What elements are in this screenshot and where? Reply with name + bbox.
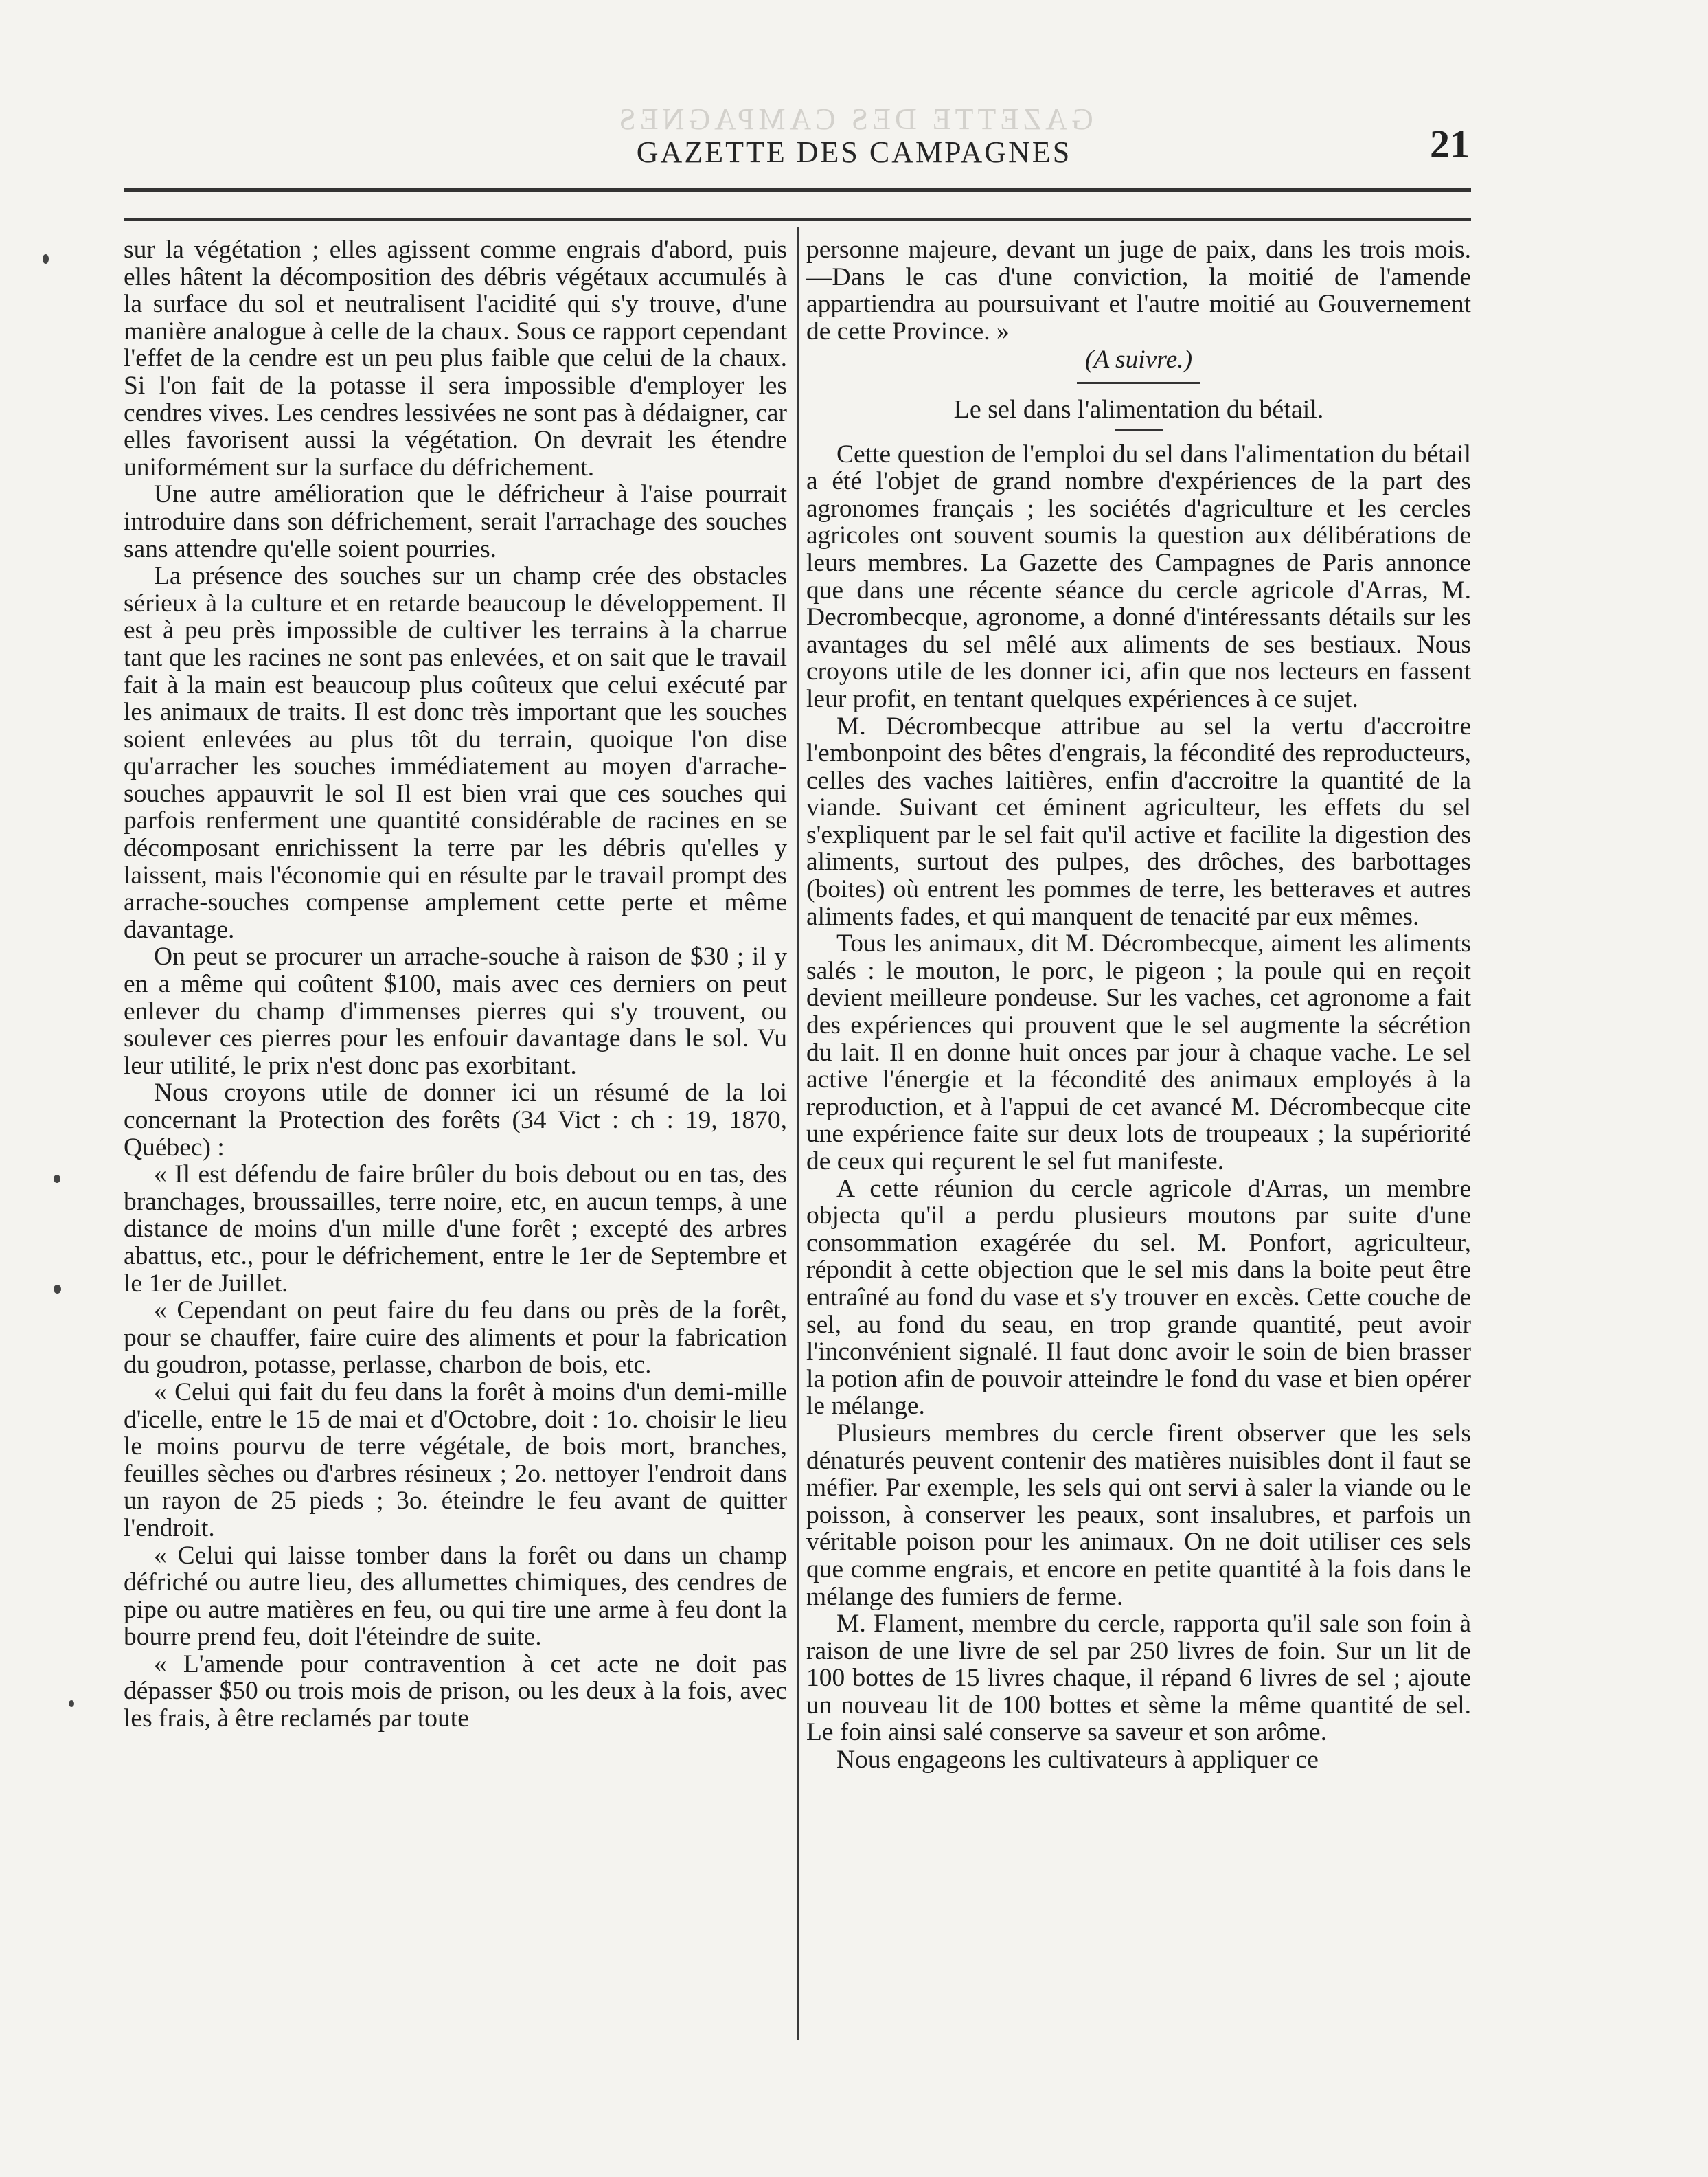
ink-speck xyxy=(54,1175,60,1183)
right-paragraph: M. Décrombecque attribue au sel la vertu d'accroitre l'embonpoint des bêtes d'engrais, la fécondité des reproducteurs, celles des vaches laitières, enfin d'accroitre la quantité de la viande. Suivant cet éminent agriculteur, les effets du sel s'expliquent par le sel fait qu'il active et facilite la digestion des aliments, surtout des pulpes, des drôches, des barbottages (boites) où entrent les pommes de terre, les betteraves et autres aliments fades, et qui manquent de tenacité par eux mêmes. xyxy=(806,712,1471,931)
header-rule-top xyxy=(124,188,1471,192)
right-paragraph: M. Flament, membre du cercle, rapporta qu'il sale son foin à raison de une livre de sel par 250 livres de foin. Sur un lit de 100 bottes de 15 livres chaque, il répand 6 livres de sel ; ajoute un nouveau lit de 100 bottes et sème la même quantité de sel. Le foin ainsi salé conserve sa saveur et son arôme. xyxy=(806,1610,1471,1747)
to-be-continued: (A suivre.) xyxy=(1084,346,1193,374)
column-divider xyxy=(797,227,799,2040)
right-paragraph: Plusieurs membres du cercle firent observer que les sels dénaturés peuvent contenir des matières nuisibles dont il faut se méfier. Par exemple, les sels qui ont servi à saler la viande ou le poisson, à conserver les peaux, sont insalubres, et parfois un véritable poison pour les animaux. On ne doit utiliser ces sels que comme engrais, et encore en petite quantité à la fois dans le mélange des fumiers de ferme. xyxy=(806,1419,1471,1611)
left-paragraph: « Celui qui fait du feu dans la forêt à moins d'un demi-mille d'icelle, entre le 15 de mai et d'Octobre, doit : 1o. choisir le lieu le moins pourvu de terre végétale, de bois mort, branches, feuilles sèches ou d'arbres résineux ; 2o. nettoyer l'endroit dans un rayon de 25 pieds ; 3o. éteindre le feu avant de quitter l'endroit. xyxy=(124,1377,787,1542)
right-paragraph: Nous engageons les cultivateurs à appliquer ce xyxy=(836,1746,1319,1774)
left-paragraph: « Cependant on peut faire du feu dans ou près de la forêt, pour se chauffer, faire cuire des aliments et pour la fabrication du goudron, potasse, perlasse, charbon de bois, etc. xyxy=(124,1296,787,1379)
left-paragraph: « L'amende pour contravention à cet acte ne doit pas dépasser $50 ou trois mois de prison, ou les deux à la fois, avec les frais, à être reclamés par toute xyxy=(124,1649,787,1733)
bleed-through-title: GAZETTE DES CAMPAGNES xyxy=(615,102,1093,136)
right-paragraph: A cette réunion du cercle agricole d'Arras, un membre objecta qu'il a perdu plusieurs moutons par suite d'une consommation exagérée du sel. M. Ponfort, agriculteur, répondit à cette objection que le sel mis dans la boite peut être entraîné au fond du vase et s'y trouver en excès. Cette couche de sel, au fond du seau, en trop grande quantité, peut avoir l'inconvénient signalé. Il faut donc avoir le soin de bien brasser la potion afin de pouvoir atteindre le fond du vase et bien opérer le mélange. xyxy=(806,1174,1471,1421)
left-paragraph: sur la végétation ; elles agissent comme engrais d'abord, puis elles hâtent la décomposition des débris végétaux accumulés à la surface du sol et neutralisent l'acidité qui s'y trouve, d'une manière analogue à celle de la chaux. Sous ce rapport cependant l'effet de la cendre est un peu plus faible que celui de la chaux. Si l'on fait de la potasse il sera impossible d'employer les cendres vives. Les cendres lessivées ne sont pas à dédaigner, car elles favorisent aussi la végétation. On devrait les étendre uniformément sur la surface du défrichement. xyxy=(124,236,787,482)
right-paragraph: Cette question de l'emploi du sel dans l'alimentation du bétail a été l'objet de grand nombre d'expériences de la part des agronomes français ; les sociétés d'agriculture et les cercles agricoles ont souvent soumis la question aux délibérations de leurs membres. La Gazette des Campagnes de Paris annonce que dans une récente séance du cercle agricole d'Arras, M. Decrombecque, agronome, a donné d'intéressants détails sur les avantages du sel mêlé aux aliments de ses bestiaux. Nous croyons utile de les donner ici, afin que nos lecteurs en fassent leur profit, en tentant quelques expériences à ce sujet. xyxy=(806,440,1471,713)
left-paragraph: « Il est défendu de faire brûler du bois debout ou en tas, des branchages, broussailles, terre noire, etc, en aucun temps, à une distance de moins d'un mille d'une forêt ; excepté des arbres abattus, etc., pour le défrichement, entre le 1er de Septembre et le 1er de Juillet. xyxy=(124,1160,787,1298)
left-paragraph: Nous croyons utile de donner ici un résumé de la loi concernant la Protection des forêts (34 Vict : ch : 19, 1870, Québec) : xyxy=(124,1079,787,1162)
right-paragraph: Tous les animaux, dit M. Décrombecque, aiment les aliments salés : le mouton, le porc, le pigeon ; la poule qui en reçoit devient meilleure pondeuse. Sur les vaches, cet agronome a fait des expériences qui prouvent que le sel augmente la sécrétion du lait. Il en donne huit onces par jour à chaque vache. Le sel active l'énergie et la fécondité des animaux employés à la reproduction, et à l'appui de cet avancé M. Décrombecque cite une expérience faite sur deux lots de troupeaux ; la supériorité de ceux qui reçurent le sel fut manifeste. xyxy=(806,929,1471,1175)
right-column xyxy=(806,236,1471,2036)
continued-text: personne majeure, devant un juge de paix, dans les trois mois. —Dans le cas d'une conviction, la moitié de l'amende appartiendra au poursuivant et l'autre moitié au Gouvernement de cette Province. » xyxy=(806,236,1471,346)
left-paragraph: On peut se procurer un arrache-souche à raison de $30 ; il y en a même qui coûtent $100, mais avec ces derniers on peut enlever du champ d'immenses pierres qui s'y trouvent, ou soulever ces pierres pour les enfouir davantage dans le sol. Vu leur utilité, le prix n'est donc pas exorbitant. xyxy=(124,943,787,1080)
ink-speck xyxy=(69,1700,74,1707)
section-separator xyxy=(1077,382,1200,384)
left-column xyxy=(124,236,787,2036)
article-title: Le sel dans l'alimentation du bétail. xyxy=(953,394,1324,424)
ink-speck xyxy=(43,254,49,264)
left-paragraph: La présence des souches sur un champ crée des obstacles sérieux à la culture et en retarde beaucoup le développement. Il est à peu près impossible de cultiver les terrains à la charrue tant que les racines ne sont pas enlevées, et on sait que le travail fait à la main est beaucoup plus coûteux que celui exécuté par les animaux de traits. Il est donc très important que les souches soient enlevées au plus tôt du terrain, quoique l'on dise qu'arracher les souches immédiatement au moyen d'arrache-souches appauvrit le sol Il est bien vrai que ces souches qui parfois renferment une quantité considérable de racines en se décomposant enrichissent la terre par les débris qu'elles y laissent, mais l'économie qui en résulte par le travail prompt des arrache-souches compense amplement cette perte et même davantage. xyxy=(124,562,787,944)
ink-speck xyxy=(54,1285,61,1294)
header-rule-bottom xyxy=(124,218,1471,221)
running-title: GAZETTE DES CAMPAGNES xyxy=(636,135,1072,169)
page-number: 21 xyxy=(1430,122,1470,166)
left-paragraph: « Celui qui laisse tomber dans la forêt ou dans un champ défriché ou autre lieu, des allumettes chimiques, des cendres de pipe ou autre matières en feu, ou qui tire une arme à feu dont la bourre prend feu, doit l'éteindre de suite. xyxy=(124,1541,787,1651)
left-paragraph: Une autre amélioration que le défricheur à l'aise pourrait introduire dans son défrichement, serait l'arrachage des souches sans attendre qu'elle soient pourries. xyxy=(124,480,787,563)
title-dash xyxy=(1115,429,1163,431)
